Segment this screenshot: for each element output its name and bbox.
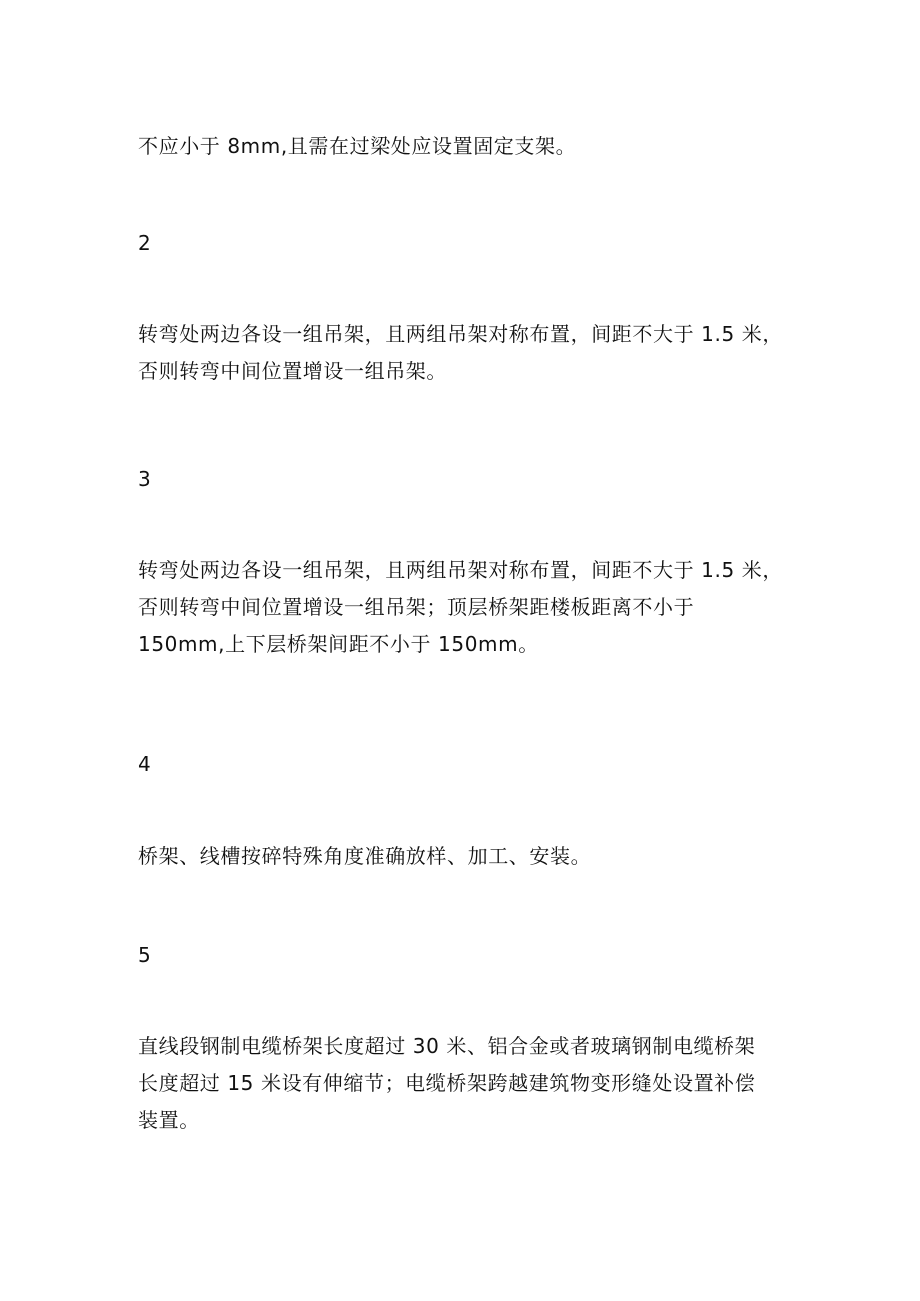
text-line: 否则转弯中间位置增设一组吊架；顶层桥架距楼板距离不小于 (138, 595, 695, 619)
paragraph-item-5 (138, 1028, 788, 1139)
paragraph-item-2 (138, 316, 788, 390)
text-line: 直线段钢制电缆桥架长度超过 30 米、铝合金或者玻璃钢制电缆桥架 (138, 1034, 756, 1058)
text-line: 装置。 (138, 1108, 200, 1132)
text-line: 转弯处两边各设一组吊架，且两组吊架对称布置，间距不大于 1.5 米， (138, 322, 783, 346)
text-line: 否则转弯中间位置增设一组吊架。 (138, 359, 447, 383)
paragraph-item-3 (138, 552, 788, 663)
text-line: 不应小于 8mm,且需在过梁处应设置固定支架。 (138, 134, 577, 158)
text-line: 长度超过 15 米设有伸缩节；电缆桥架跨越建筑物变形缝处设置补偿 (138, 1071, 756, 1095)
item-number-5: 5 (138, 943, 151, 967)
text-line: 转弯处两边各设一组吊架，且两组吊架对称布置，间距不大于 1.5 米， (138, 558, 783, 582)
text-line: 150mm,上下层桥架间距不小于 150mm。 (138, 632, 539, 656)
item-number-2: 2 (138, 231, 151, 255)
item-number-3: 3 (138, 467, 151, 491)
item-number-4: 4 (138, 752, 151, 776)
paragraph-item-4 (138, 838, 788, 875)
paragraph-fixed-support (138, 128, 788, 165)
text-line: 桥架、线槽按碎特殊角度准确放样、加工、安装。 (138, 844, 592, 868)
